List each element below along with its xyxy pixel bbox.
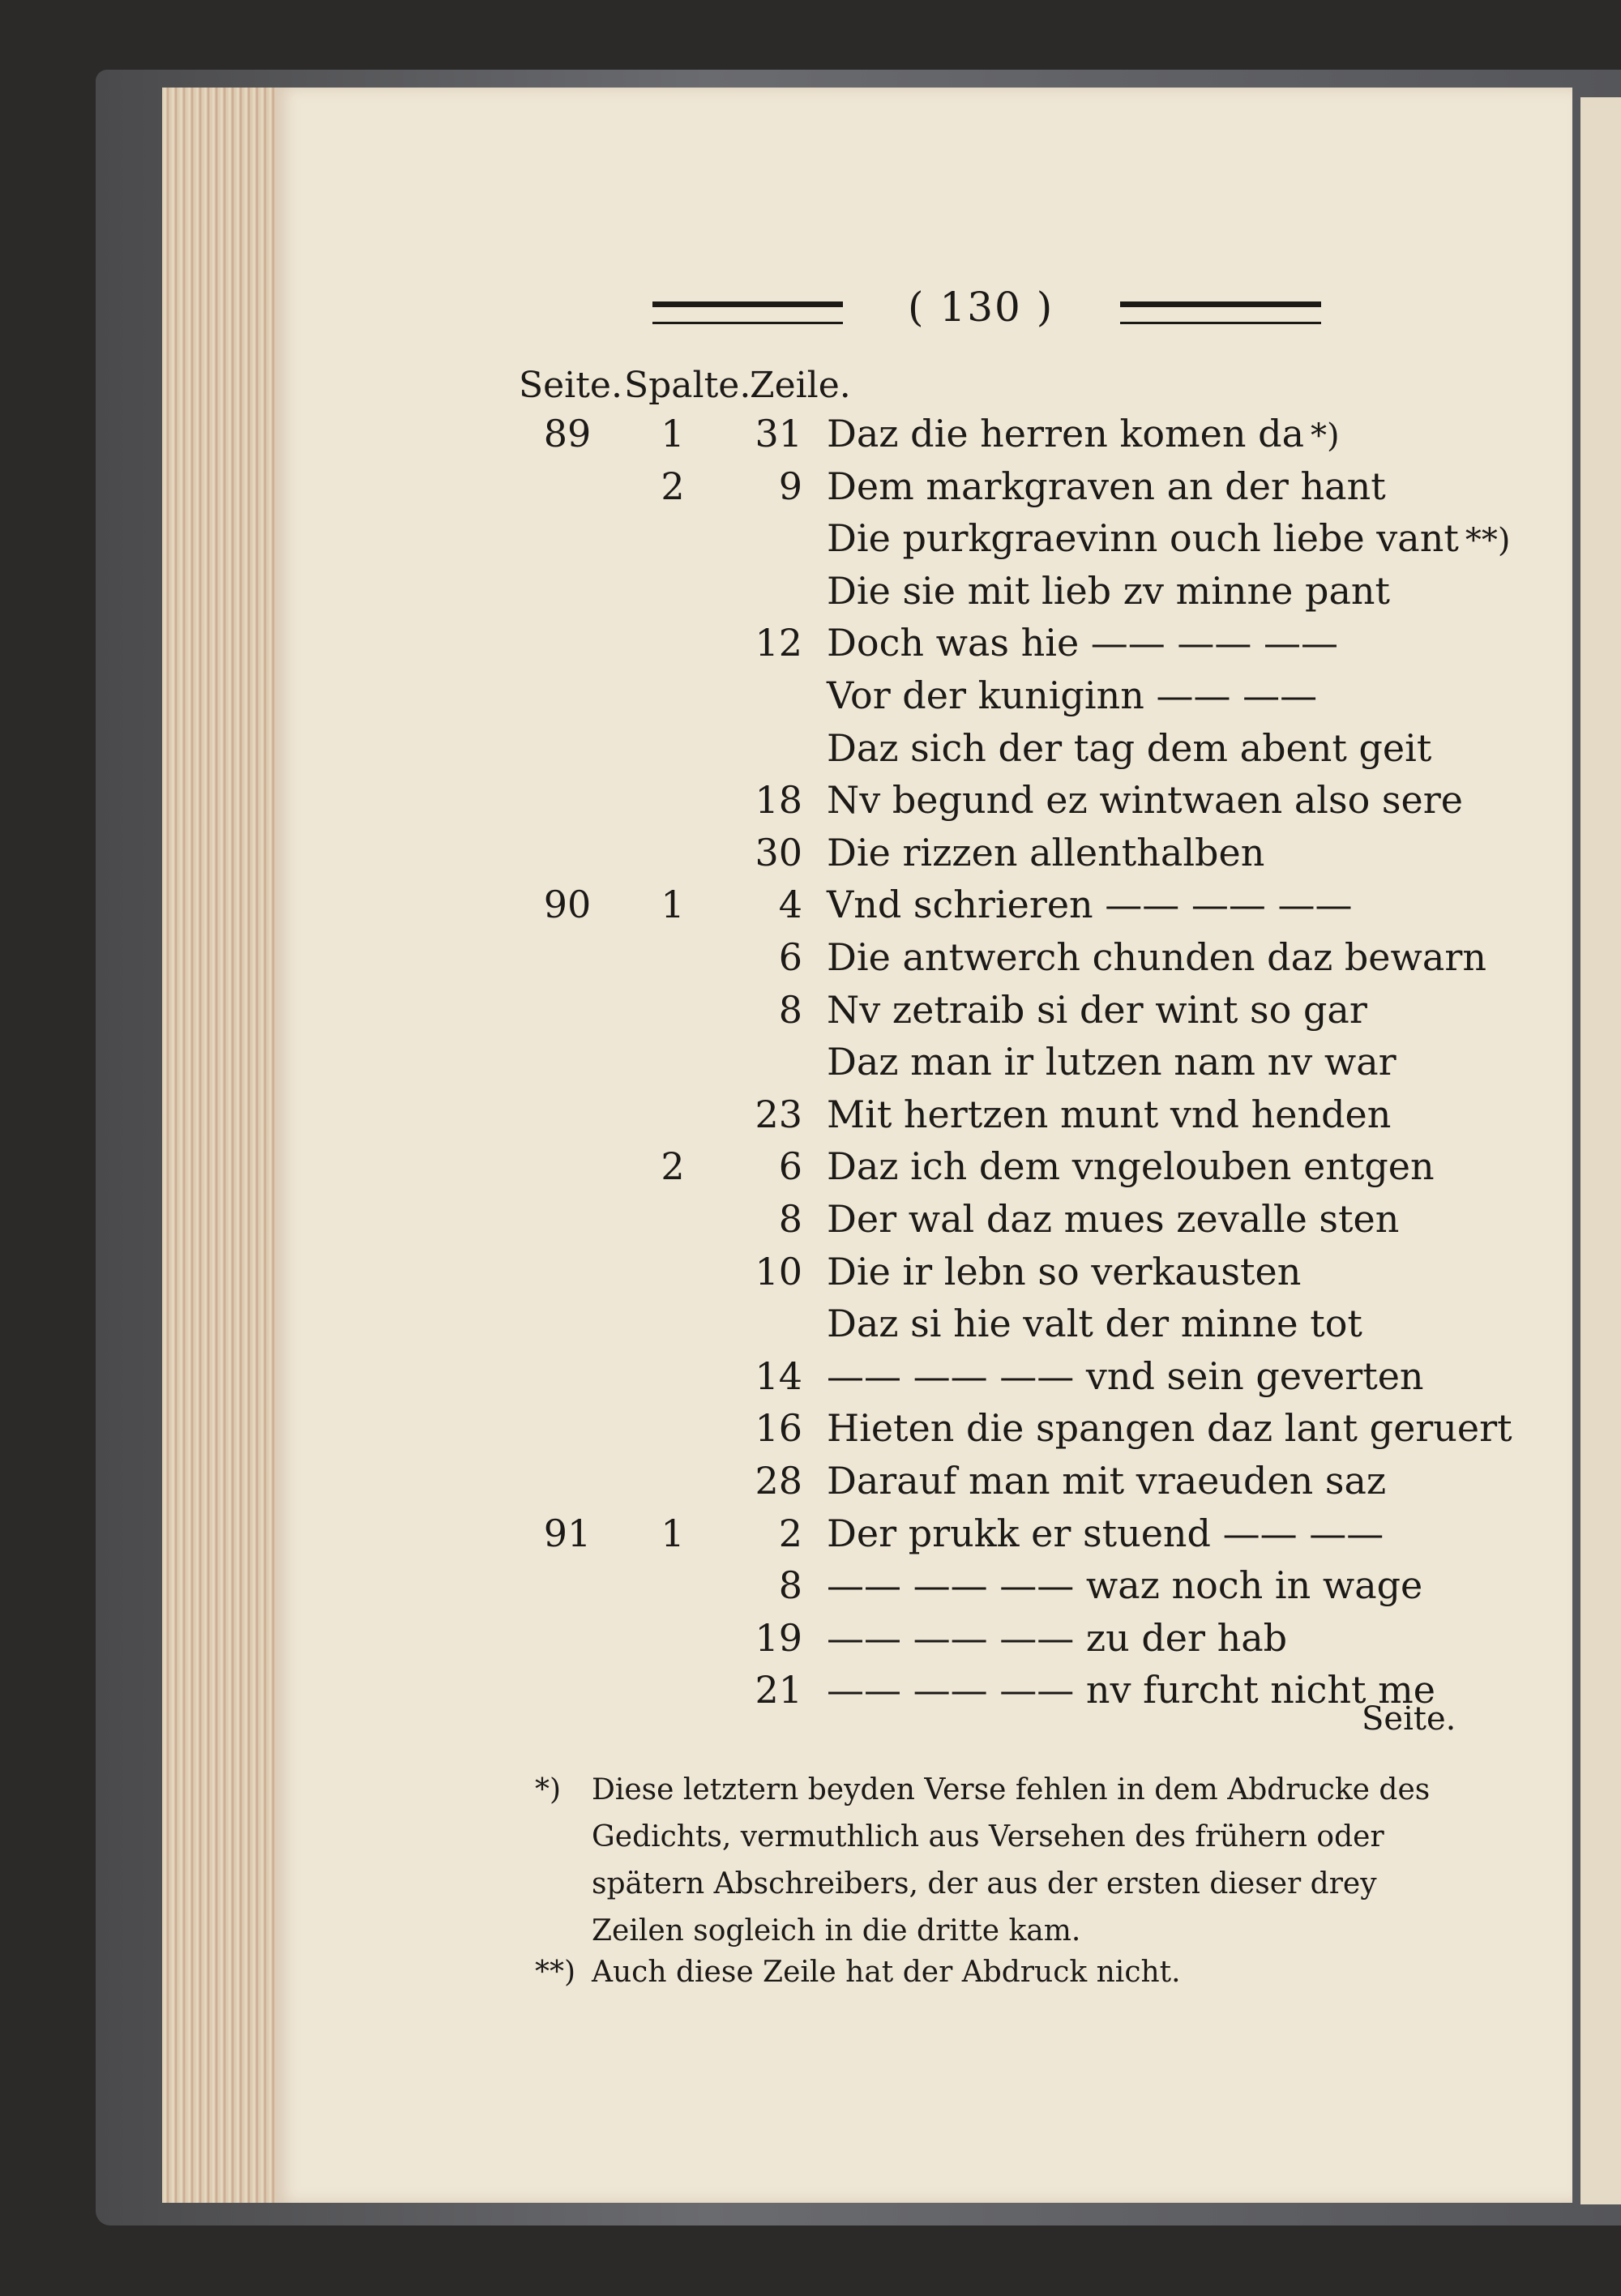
cell-verse: —— —— —— zu der hab [827, 1615, 1288, 1660]
cell-seite: 91 [543, 1511, 592, 1555]
cell-zeile: 9 [778, 464, 802, 508]
table-row [0, 726, 1621, 775]
table-row [0, 412, 1621, 460]
cell-seite: 89 [543, 412, 592, 455]
cell-spalte: 2 [661, 464, 685, 508]
cell-zeile: 8 [778, 1563, 802, 1608]
table-row [0, 935, 1621, 984]
column-header-spalte: Spalte. [624, 365, 751, 406]
table-row [0, 1616, 1621, 1665]
table-row [0, 1250, 1621, 1298]
table-row [0, 778, 1621, 827]
table-row [0, 1302, 1621, 1350]
cell-zeile: 8 [778, 1197, 802, 1241]
footnote-text: Auch diese Zeile hat der Abdruck nicht. [592, 1956, 1181, 1989]
cell-zeile: 12 [755, 621, 802, 665]
cell-verse: —— —— —— waz noch in wage [827, 1563, 1423, 1608]
cell-verse: Daz ich dem vngelouben entgen [827, 1144, 1435, 1189]
cell-verse: Darauf man mit vraeuden saz [827, 1459, 1387, 1503]
page-number: ( 130 ) [908, 284, 1054, 331]
cell-zeile: 2 [778, 1511, 802, 1555]
cell-zeile: 31 [755, 412, 802, 455]
cell-zeile: 4 [778, 883, 802, 927]
cell-verse: Daz sich der tag dem abent geit [827, 725, 1432, 770]
cell-zeile: 23 [755, 1092, 802, 1136]
cell-spalte: 1 [661, 883, 685, 927]
cell-zeile: 19 [755, 1615, 802, 1660]
column-header-zeile: Zeile. [750, 365, 851, 406]
cell-zeile: 14 [755, 1353, 802, 1398]
table-row [0, 831, 1621, 879]
cell-zeile: 8 [778, 987, 802, 1032]
cell-spalte: 1 [661, 412, 685, 455]
footnote-mark: *) [535, 1773, 562, 1806]
cell-zeile: 21 [755, 1668, 802, 1712]
table-row [0, 1511, 1621, 1560]
table-row [0, 988, 1621, 1037]
cell-verse: Die purkgraevinn ouch liebe vant **) [827, 516, 1511, 561]
cell-verse: Daz man ir lutzen nam nv war [827, 1040, 1396, 1084]
cell-verse: Die antwerch chunden daz bewarn [827, 935, 1486, 979]
cell-zeile: 18 [755, 778, 802, 823]
cell-spalte: 1 [661, 1511, 685, 1555]
table-row [0, 569, 1621, 618]
cell-zeile: 16 [755, 1406, 802, 1451]
table-row [0, 1040, 1621, 1088]
cell-zeile: 10 [755, 1249, 802, 1293]
cell-verse: —— —— —— vnd sein geverten [827, 1353, 1424, 1398]
table-row [0, 621, 1621, 669]
cell-verse: Vnd schrieren —— —— —— [827, 883, 1353, 927]
cell-seite: 90 [543, 883, 592, 927]
cell-verse: Die ir lebn so verkausten [827, 1249, 1302, 1293]
cell-zeile: 28 [755, 1459, 802, 1503]
cell-verse: Der prukk er stuend —— —— [827, 1511, 1384, 1555]
cell-verse: —— —— —— nv furcht nicht me [827, 1668, 1435, 1712]
cell-zeile: 6 [778, 1144, 802, 1189]
table-row [0, 1563, 1621, 1612]
catchword: Seite. [1362, 1700, 1456, 1738]
cell-zeile: 30 [755, 830, 802, 874]
cell-verse: Doch was hie —— —— —— [827, 621, 1339, 665]
cell-verse: Der wal daz mues zevalle sten [827, 1197, 1400, 1241]
table-row [0, 1092, 1621, 1141]
cell-verse: Die sie mit lieb zv minne pant [827, 568, 1391, 613]
footnote-text: Diese letztern beyden Verse fehlen in dem Abdrucke des Gedichts, vermuthlich aus Versehen des frühern oder spätern Abschreibers, der aus der ersten dieser drey Zeilen sogleich in die dritte kam. [592, 1773, 1431, 1948]
column-header-seite: Seite. [519, 365, 622, 406]
cell-verse: Vor der kuniginn —— —— [827, 673, 1318, 717]
table-row [0, 1144, 1621, 1193]
cell-verse: Mit hertzen munt vnd henden [827, 1092, 1392, 1136]
cell-verse: Nv begund ez wintwaen also sere [827, 778, 1463, 823]
table-row [0, 516, 1621, 565]
cell-verse: Daz die herren komen da *) [827, 412, 1340, 455]
cell-verse: Die rizzen allenthalben [827, 830, 1265, 874]
table-row [0, 1459, 1621, 1507]
footnote-1 [535, 1767, 1467, 1948]
footnote-2 [535, 1949, 1467, 1998]
cell-verse: Dem markgraven an der hant [827, 464, 1386, 508]
header-rule-left [652, 301, 843, 324]
table-row [0, 1354, 1621, 1403]
footnote-reference: **) [1465, 522, 1511, 560]
cell-verse: Daz si hie valt der minne tot [827, 1302, 1362, 1346]
header-rule-right [1120, 301, 1321, 324]
table-row [0, 673, 1621, 722]
footnote-mark: **) [535, 1956, 576, 1989]
table-row [0, 464, 1621, 513]
cell-verse: Nv zetraib si der wint so gar [827, 987, 1367, 1032]
table-row [0, 1197, 1621, 1246]
cell-verse: Hieten die spangen daz lant geruert [827, 1406, 1512, 1451]
table-row [0, 1406, 1621, 1455]
table-row [0, 883, 1621, 931]
cell-spalte: 2 [661, 1144, 685, 1189]
cell-zeile: 6 [778, 935, 802, 979]
footnote-reference: *) [1311, 417, 1340, 455]
